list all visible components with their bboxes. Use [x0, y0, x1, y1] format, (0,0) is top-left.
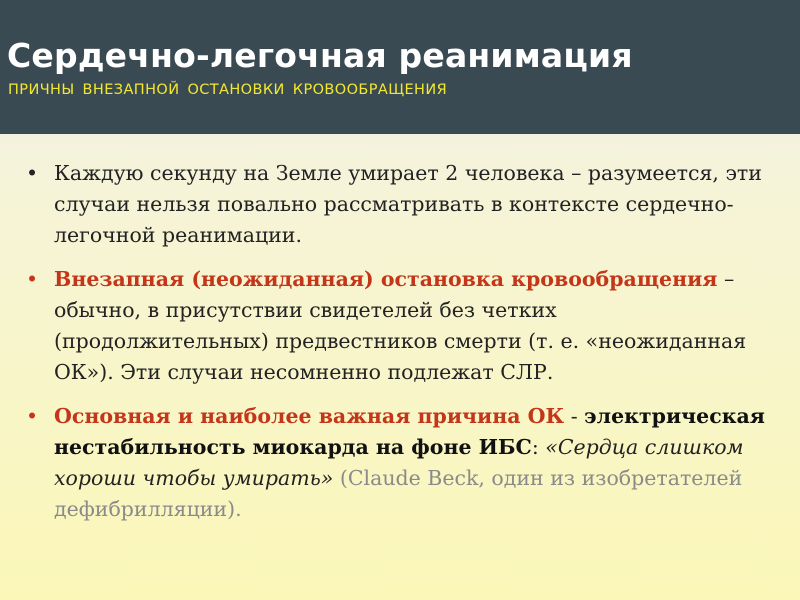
bullet-highlight: Основная и наиболее важная причина ОК — [54, 404, 565, 428]
bullet-text: Каждую секунду на Земле умирает 2 человека – разумеется, эти случаи нельзя повально рассматривать в контексте сердечно-легочной реанимации. — [54, 161, 762, 247]
slide-subtitle: ПРИЧНЫ ВНЕЗАПНОЙ ОСТАНОВКИ КРОВООБРАЩЕНИЯ — [8, 82, 448, 98]
slide-title: Сердечно-легочная реанимация — [7, 36, 633, 75]
bullet-bold-text: электрическая нестабильность миокарда на фоне ИБС — [54, 404, 765, 459]
bullet-highlight: Внезапная (неожиданная) остановка кровообращения — [54, 267, 718, 291]
bullet-dot-icon: • — [26, 404, 39, 428]
bullet-item-3 — [0, 401, 800, 525]
bullet-note: (Claude Beck, один из изобретателей дефибрилляции). — [54, 466, 743, 521]
bullet-item-2 — [0, 264, 800, 388]
bullet-item-1 — [0, 158, 800, 251]
bullet-text: – обычно, в присутствии свидетелей без четких (продолжительных) предвестников смерти (т. е. «неожиданная ОК»). Эти случаи несомненно подлежат СЛР. — [54, 267, 747, 384]
bullet-quote: «Сердца слишком хороши чтобы умирать» — [54, 435, 744, 490]
bullet-dot-icon: • — [26, 267, 39, 291]
bullet-dot-icon: • — [26, 161, 39, 185]
bullet-colon: : — [531, 435, 546, 459]
bullet-dash: - — [564, 404, 585, 428]
slide-content — [0, 158, 800, 525]
slide-header — [0, 0, 800, 134]
